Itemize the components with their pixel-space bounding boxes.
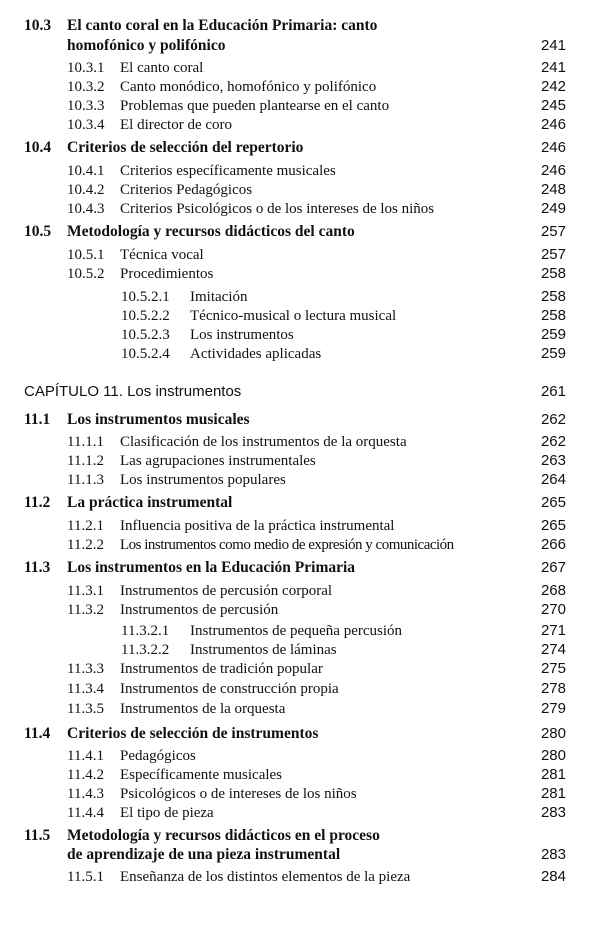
toc-entry-title: CAPÍTULO 11. Los instrumentos <box>24 383 242 400</box>
toc-entry <box>0 600 600 620</box>
toc-entry-number: 11.2.2 <box>67 537 104 553</box>
toc-entry-number: 10.3.3 <box>67 98 105 114</box>
toc-entry-number: 10.5.2.3 <box>121 327 170 343</box>
toc-entry-number: 11.1.2 <box>67 453 104 469</box>
toc-entry-number: 11.4 <box>24 725 51 742</box>
toc-entry-page-number: 275 <box>540 660 566 677</box>
toc-entry-number: 11.4.4 <box>67 805 104 821</box>
toc-entry-title: Criterios específicamente musicales <box>120 163 336 179</box>
toc-entry-title: Instrumentos de percusión corporal <box>120 583 333 599</box>
toc-entry <box>0 287 600 307</box>
toc-entry-number: 10.5.2.1 <box>121 289 170 305</box>
toc-entry-number: 11.3.2.2 <box>121 642 170 658</box>
toc-entry-number: 11.1.1 <box>67 434 104 450</box>
toc-entry-number: 10.5 <box>24 223 52 240</box>
toc-entry-title: Instrumentos de láminas <box>190 642 337 658</box>
toc-entry-title: Instrumentos de construcción propia <box>120 681 339 697</box>
chapter-heading <box>0 382 600 402</box>
toc-entry-number: 10.3 <box>24 17 52 34</box>
toc-entry <box>0 306 600 326</box>
toc-entry <box>0 558 600 578</box>
toc-entry-number: 11.2.1 <box>67 518 104 534</box>
toc-entry-number: 10.5.2.2 <box>121 308 170 324</box>
toc-entry-title: Imitación <box>190 289 248 305</box>
toc-entry-number: 11.4.2 <box>67 767 104 783</box>
toc-entry <box>0 659 600 679</box>
toc-entry-number: 11.2 <box>24 494 51 511</box>
toc-entry-page-number: 270 <box>540 601 566 618</box>
toc-entry <box>0 470 600 490</box>
toc-entry-title: La práctica instrumental <box>67 494 233 511</box>
toc-entry <box>0 803 600 823</box>
toc-entry-title: Los instrumentos <box>190 327 294 343</box>
toc-entry <box>0 325 600 345</box>
toc-entry-number: 10.5.2.4 <box>121 346 170 362</box>
toc-entry-title: Actividades aplicadas <box>190 346 322 362</box>
toc-entry-title: Influencia positiva de la práctica instrumental <box>120 518 395 534</box>
toc-entry <box>0 679 600 699</box>
toc-entry <box>0 451 600 471</box>
toc-entry-page-number: 257 <box>540 246 566 263</box>
toc-entry-page-number: 258 <box>540 288 566 305</box>
toc-entry-page-number: 267 <box>540 559 566 576</box>
toc-entry-number: 11.5 <box>24 827 51 844</box>
toc-entry <box>0 621 600 641</box>
toc-entry-number: 10.4.2 <box>67 182 105 198</box>
toc-entry-page-number: 246 <box>540 162 566 179</box>
toc-entry <box>0 344 600 364</box>
toc-entry-title: Instrumentos de pequeña percusión <box>190 623 403 639</box>
toc-entry <box>0 845 600 865</box>
toc-entry-page-number: 258 <box>540 307 566 324</box>
toc-entry-page-number: 262 <box>540 433 566 450</box>
toc-entry <box>0 115 600 135</box>
toc-entry-title: Los instrumentos musicales <box>67 411 250 428</box>
toc-entry <box>0 138 600 158</box>
toc-entry-title: El director de coro <box>120 117 233 133</box>
toc-entry-title: Clasificación de los instrumentos de la orquesta <box>120 434 407 450</box>
toc-entry-page-number: 264 <box>540 471 566 488</box>
toc-entry-title: Técnica vocal <box>120 247 204 263</box>
toc-entry <box>0 493 600 513</box>
toc-entry-number: 10.4.1 <box>67 163 105 179</box>
toc-entry <box>0 199 600 219</box>
toc-entry-page-number: 279 <box>540 700 566 717</box>
toc-entry-page-number: 274 <box>540 641 566 658</box>
toc-entry-title: Metodología y recursos didácticos del canto <box>67 223 355 240</box>
toc-entry-title: El canto coral en la Educación Primaria: canto <box>67 17 378 34</box>
toc-entry-title: Criterios Pedagógicos <box>120 182 253 198</box>
toc-entry <box>0 535 600 555</box>
toc-entry-number: 11.4.3 <box>67 786 104 802</box>
toc-entry-page-number: 284 <box>540 868 566 885</box>
toc-entry <box>0 16 600 36</box>
toc-entry <box>0 410 600 430</box>
toc-entry <box>0 96 600 116</box>
toc-entry-number: 10.3.1 <box>67 60 105 76</box>
toc-entry-number: 11.5.1 <box>67 869 104 885</box>
toc-entry-number: 11.4.1 <box>67 748 104 764</box>
toc-entry <box>0 724 600 744</box>
toc-entry-page-number: 249 <box>540 200 566 217</box>
toc-entry-page-number: 281 <box>540 785 566 802</box>
toc-entry-title: Criterios de selección del repertorio <box>67 139 304 156</box>
toc-entry-page-number: 268 <box>540 582 566 599</box>
toc-entry-title: Instrumentos de percusión <box>120 602 279 618</box>
toc-entry-title: Canto monódico, homofónico y polifónico <box>120 79 377 95</box>
toc-entry-number: 10.3.4 <box>67 117 105 133</box>
toc-entry <box>0 746 600 766</box>
toc-entry-title: Pedagógicos <box>120 748 196 764</box>
toc-entry-title: Técnico-musical o lectura musical <box>190 308 397 324</box>
toc-entry-number: 11.1.3 <box>67 472 104 488</box>
toc-entry-title: El tipo de pieza <box>120 805 214 821</box>
toc-entry <box>0 432 600 452</box>
toc-entry-page-number: 262 <box>540 411 566 428</box>
toc-entry-page-number: 278 <box>540 680 566 697</box>
toc-entry-number: 11.1 <box>24 411 51 428</box>
toc-entry-number: 11.3.5 <box>67 701 104 717</box>
toc-entry-page-number: 271 <box>540 622 566 639</box>
toc-entry <box>0 784 600 804</box>
toc-entry-title: Específicamente musicales <box>120 767 283 783</box>
toc-entry-title: Psicológicos o de intereses de los niños <box>120 786 357 802</box>
toc-entry-page-number: 259 <box>540 345 566 362</box>
toc-entry-title: homofónico y polifónico <box>67 37 226 54</box>
toc-entry-title: de aprendizaje de una pieza instrumental <box>67 846 341 863</box>
toc-entry-page-number: 281 <box>540 766 566 783</box>
toc-entry-page-number: 265 <box>540 517 566 534</box>
toc-entry-number: 11.3.2.1 <box>121 623 170 639</box>
toc-entry-page-number: 246 <box>540 116 566 133</box>
toc-entry-page-number: 248 <box>540 181 566 198</box>
toc-entry-title: Instrumentos de la orquesta <box>120 701 286 717</box>
toc-entry <box>0 640 600 660</box>
toc-entry-page-number: 241 <box>540 37 566 54</box>
toc-entry <box>0 264 600 284</box>
toc-entry <box>0 826 600 846</box>
toc-entry <box>0 699 600 719</box>
toc-entry-title: Los instrumentos populares <box>120 472 286 488</box>
toc-entry-title: Enseñanza de los distintos elementos de la pieza <box>120 869 411 885</box>
toc-entry-title: Problemas que pueden plantearse en el canto <box>120 98 390 114</box>
toc-entry-title: Los instrumentos como medio de expresión y comunicación <box>120 537 454 553</box>
toc-entry-title: Los instrumentos en la Educación Primaria <box>67 559 356 576</box>
toc-entry-page-number: 259 <box>540 326 566 343</box>
toc-entry-page-number: 261 <box>540 383 566 400</box>
toc-entry <box>0 161 600 181</box>
toc-entry <box>0 765 600 785</box>
toc-entry-page-number: 241 <box>540 59 566 76</box>
toc-entry <box>0 58 600 78</box>
toc-entry-number: 10.4 <box>24 139 52 156</box>
toc-entry-page-number: 245 <box>540 97 566 114</box>
toc-entry-number: 11.3.3 <box>67 661 104 677</box>
toc-entry-page-number: 242 <box>540 78 566 95</box>
toc-entry-title: El canto coral <box>120 60 204 76</box>
toc-entry-title: Procedimientos <box>120 266 214 282</box>
toc-entry-title: Criterios de selección de instrumentos <box>67 725 319 742</box>
toc-entry-number: 11.3 <box>24 559 51 576</box>
toc-entry <box>0 77 600 97</box>
toc-entry-title: Las agrupaciones instrumentales <box>120 453 316 469</box>
toc-entry-title: Instrumentos de tradición popular <box>120 661 323 677</box>
toc-entry-number: 11.3.1 <box>67 583 104 599</box>
toc-entry-page-number: 265 <box>540 494 566 511</box>
toc-entry-page-number: 263 <box>540 452 566 469</box>
toc-entry-number: 11.3.4 <box>67 681 104 697</box>
toc-entry <box>0 581 600 601</box>
toc-entry-number: 10.5.2 <box>67 266 105 282</box>
toc-entry-number: 10.4.3 <box>67 201 105 217</box>
toc-entry-page-number: 283 <box>540 804 566 821</box>
toc-entry-page-number: 266 <box>540 536 566 553</box>
toc-entry-page-number: 280 <box>540 725 566 742</box>
toc-entry-page-number: 257 <box>540 223 566 240</box>
toc-entry-page-number: 258 <box>540 265 566 282</box>
toc-entry-page-number: 283 <box>540 846 566 863</box>
toc-entry <box>0 36 600 56</box>
toc-entry <box>0 516 600 536</box>
toc-entry <box>0 867 600 887</box>
toc-entry-number: 10.5.1 <box>67 247 105 263</box>
toc-entry-title: Criterios Psicológicos o de los intereses de los niños <box>120 201 435 217</box>
toc-entry-title: Metodología y recursos didácticos en el proceso <box>67 827 380 844</box>
toc-entry <box>0 180 600 200</box>
toc-entry <box>0 245 600 265</box>
toc-entry-number: 10.3.2 <box>67 79 105 95</box>
toc-entry-page-number: 280 <box>540 747 566 764</box>
toc-entry <box>0 222 600 242</box>
toc-entry-page-number: 246 <box>540 139 566 156</box>
toc-entry-number: 11.3.2 <box>67 602 104 618</box>
